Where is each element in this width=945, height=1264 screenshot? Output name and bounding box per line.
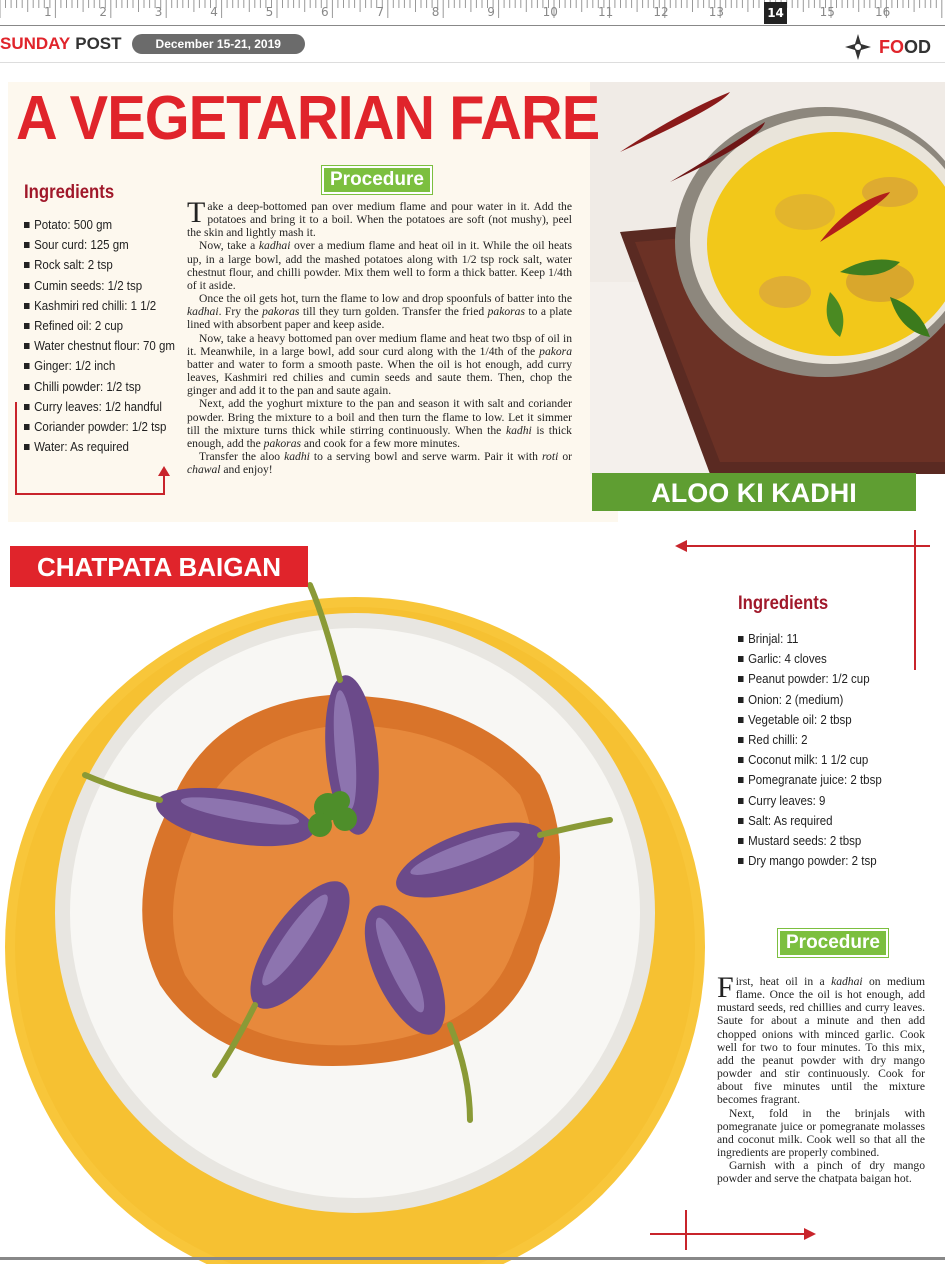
- aloo-proc-para: Take a deep-bottomed pan over medium flame and pour water in it. Add the potatoes and bring it to a boil. When the potatoes are soft (not mushy), peel the skin and lightly mash it.: [187, 196, 572, 240]
- guide-line: [680, 545, 930, 547]
- guide-line: [15, 493, 165, 495]
- guide-line: [15, 402, 17, 495]
- page-ruler: [0, 0, 945, 26]
- baigan-dropcap: F: [717, 971, 734, 1004]
- ruler-ticks: [0, 0, 945, 26]
- ingredient-item: Water chestnut flour: 70 gm: [24, 336, 175, 356]
- header-rule: [0, 62, 945, 63]
- baigan-ingredients-heading: Ingredients: [738, 593, 829, 614]
- ruler-number: 4: [210, 5, 218, 19]
- ruler-number: 15: [819, 5, 835, 19]
- baigan-procedure-text: [717, 971, 925, 1186]
- chatpata-baigan-photo: [0, 575, 720, 1264]
- arrow-left-icon: [675, 540, 687, 552]
- ingredient-item: Curry leaves: 9: [738, 791, 882, 811]
- ruler-number: 16: [875, 5, 891, 19]
- ruler-number: 12: [653, 5, 669, 19]
- chatpata-baigan-label: CHATPATA BAIGAN: [10, 546, 308, 587]
- arrow-right-icon: [804, 1228, 816, 1240]
- masthead: [0, 33, 305, 55]
- guide-line: [685, 1210, 687, 1250]
- guide-line: [914, 530, 916, 670]
- ingredient-item: Coriander powder: 1/2 tsp: [24, 417, 175, 437]
- current-page-number: 14: [764, 2, 787, 24]
- issue-date: December 15-21, 2019: [132, 34, 305, 54]
- aloo-proc-para: Transfer the aloo kadhi to a serving bowl and serve warm. Pair it with roti or chawal and enjoy!: [187, 449, 572, 477]
- baigan-proc-para: First, heat oil in a kadhai on medium flame. Once the oil is hot enough, add mustard seeds, red chillies and curry leaves. Saute for about a minute and then add chopped onions with minced garlic. Cook well for two to four minutes. To this mix, add the peanut powder with dry mango powder and stir continuously. Cook for about five minutes until the mixture becomes fragrant.: [717, 971, 925, 1107]
- guide-line: [650, 1233, 810, 1235]
- ingredient-item: Peanut powder: 1/2 cup: [738, 669, 882, 689]
- ingredient-item: Vegetable oil: 2 tbsp: [738, 710, 882, 730]
- baigan-plate-illustration: [0, 575, 720, 1264]
- section-name-od: OD: [904, 36, 931, 57]
- ingredient-item: Ginger: 1/2 inch: [24, 356, 175, 376]
- ingredient-item: Mustard seeds: 2 tbsp: [738, 831, 882, 851]
- ingredient-item: Refined oil: 2 cup: [24, 316, 175, 336]
- section-name-fo: FO: [879, 36, 904, 57]
- ruler-number: 6: [321, 5, 329, 19]
- ingredient-item: Onion: 2 (medium): [738, 690, 882, 710]
- ingredient-item: Water: As required: [24, 437, 175, 457]
- aloo-ingredients-block: [24, 182, 188, 457]
- footer-rule: [0, 1257, 945, 1260]
- section-label: [845, 34, 931, 60]
- paper-name-post: POST: [75, 34, 122, 53]
- ruler-number: 2: [99, 5, 108, 19]
- ingredient-item: Kashmiri red chilli: 1 1/2: [24, 296, 175, 316]
- ruler-number: 11: [598, 5, 614, 19]
- kadhi-bowl-illustration: [590, 82, 945, 474]
- aloo-proc-para: Now, take a kadhai over a medium flame and heat oil in it. While the oil heats up, in a large bowl, add the mashed potatoes along with 1/2 tsp rock salt, water chestnut flour, and chilli powder. Mix them well to form a thick batter. Keep 1/4th of it aside.: [187, 239, 573, 292]
- baigan-ingredients-block: [738, 593, 894, 871]
- baigan-procedure-heading: Procedure: [778, 929, 888, 957]
- aloo-procedure-text: [187, 196, 573, 477]
- aloo-ingredients-heading: Ingredients: [24, 182, 115, 203]
- aloo-kadhi-photo: [590, 82, 945, 474]
- ingredient-item: Pomegranate juice: 2 tbsp: [738, 770, 882, 790]
- baigan-proc-para: Garnish with a pinch of dry mango powder and serve the chatpata baigan hot.: [717, 1159, 925, 1186]
- ruler-number: 5: [265, 5, 274, 19]
- baigan-proc-para: Next, fold in the brinjals with pomegranate juice or pomegranate molasses and coconut milk. Cook well so that all the ingredients are properly combined.: [717, 1106, 925, 1160]
- ruler-number: 10: [542, 5, 558, 19]
- ingredient-item: Dry mango powder: 2 tsp: [738, 851, 882, 871]
- ingredient-item: Rock salt: 2 tsp: [24, 255, 175, 275]
- compass-icon: [845, 34, 871, 60]
- ingredient-item: Sour curd: 125 gm: [24, 235, 175, 255]
- ingredient-item: Potato: 500 gm: [24, 215, 175, 235]
- ingredient-item: Curry leaves: 1/2 handful: [24, 397, 175, 417]
- ruler-number: 13: [708, 5, 725, 19]
- ruler-number: 8: [431, 5, 440, 19]
- ingredient-item: Red chilli: 2: [738, 730, 882, 750]
- ruler-number: 3: [154, 5, 163, 19]
- aloo-proc-para: Once the oil gets hot, turn the flame to low and drop spoonfuls of batter into the kadhai. Fry the pakoras till they turn golden. Transfer the fried pakoras to a plate lined with absorbent paper and keep aside.: [187, 292, 573, 332]
- page-title: A VEGETARIAN FARE: [16, 84, 600, 153]
- paper-name-sunday: SUNDAY: [0, 34, 71, 53]
- ruler-number: 9: [487, 5, 495, 19]
- aloo-proc-para: Now, take a heavy bottomed pan over medium flame and heat two tbsp of oil in it. Meanwhile, in a large bowl, add sour curd along with the 1/4th of the pakora batter and water to form a smooth paste. When the oil is hot enough, add curry leaves, Kashmiri red chilies and cumin seeds and saute them. Then, chop the ginger and add it to the pan and saute again.: [187, 331, 572, 398]
- baigan-ingredients-list: [738, 629, 894, 871]
- aloo-proc-para: Next, add the yoghurt mixture to the pan and season it with salt and coriander powder. Bring the mixture to a boil and then turn the flame to low. Let it simmer till the mixture turns thick while stirring continuously. When the kadhi is thick enough, add the pakoras and cook for a few more minutes.: [187, 397, 572, 450]
- ingredient-item: Garlic: 4 cloves: [738, 649, 882, 669]
- ingredient-item: Coconut milk: 1 1/2 cup: [738, 750, 882, 770]
- ingredient-item: Salt: As required: [738, 811, 882, 831]
- aloo-kadhi-label: ALOO KI KADHI: [592, 473, 916, 511]
- ruler-number: 1: [44, 5, 52, 19]
- aloo-dropcap: T: [187, 196, 206, 229]
- aloo-procedure-heading: Procedure: [322, 166, 432, 194]
- aloo-ingredients-list: [24, 215, 188, 457]
- ruler-number: 7: [376, 5, 385, 19]
- ingredient-item: Chilli powder: 1/2 tsp: [24, 377, 175, 397]
- ingredient-item: Brinjal: 11: [738, 629, 882, 649]
- arrow-up-icon: [158, 466, 170, 476]
- ingredient-item: Cumin seeds: 1/2 tsp: [24, 276, 175, 296]
